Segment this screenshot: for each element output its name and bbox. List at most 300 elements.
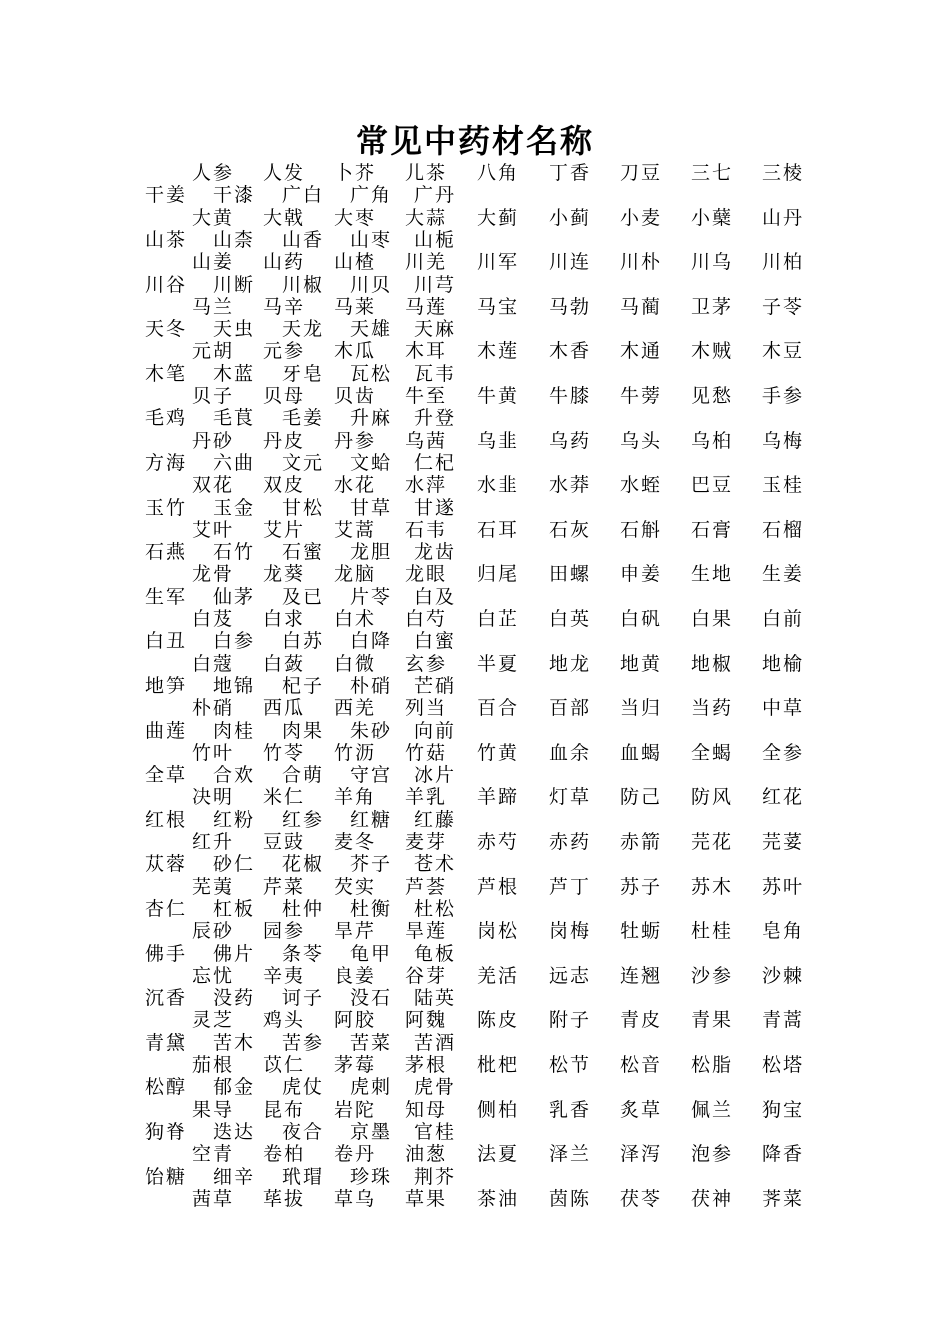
herb-row-continuation [0, 1165, 950, 1189]
herb-name: 小蘖 [691, 206, 734, 229]
herb-name: 生姜 [762, 563, 805, 586]
herb-name: 草果 [405, 1187, 448, 1210]
herb-name: 珍珠 [350, 1165, 393, 1188]
herb-name: 小蓟 [549, 206, 592, 229]
herb-name: 官桂 [414, 1120, 457, 1143]
herb-name: 陈皮 [477, 1009, 520, 1032]
herb-name: 麦冬 [334, 831, 377, 853]
herb-name: 玉桂 [762, 474, 805, 497]
herb-name: 川乌 [691, 251, 734, 274]
herb-name: 玉竹 [145, 496, 188, 519]
herb-name: 辛夷 [263, 964, 306, 987]
herb-row-indented [0, 518, 950, 542]
herb-name: 佛片 [213, 942, 256, 965]
herb-name: 山姜 [192, 251, 235, 274]
herb-name: 木香 [549, 340, 592, 363]
herb-name: 松脂 [691, 1054, 734, 1076]
herb-name: 牡蛎 [620, 920, 663, 943]
herb-name: 条苓 [282, 942, 325, 965]
herb-name: 地锦 [213, 674, 256, 697]
herb-name: 甘松 [282, 496, 325, 519]
herb-name: 荆芥 [414, 1165, 457, 1188]
herb-name: 升麻 [350, 407, 393, 430]
herb-name: 小麦 [620, 206, 663, 229]
herb-name: 石耳 [477, 518, 520, 541]
herb-row-indented [0, 652, 950, 676]
herb-name: 大戟 [263, 206, 306, 229]
herb-name: 冰片 [414, 764, 457, 787]
herb-row-continuation [0, 629, 950, 653]
herb-name: 血余 [549, 741, 592, 764]
herb-row-indented [0, 830, 950, 854]
herb-name: 白求 [263, 608, 306, 630]
herb-name: 元参 [263, 340, 306, 363]
herb-row-indented [0, 473, 950, 497]
herb-name: 百合 [477, 697, 520, 720]
herb-name: 红参 [282, 808, 325, 831]
herb-row-indented [0, 964, 950, 988]
herb-name: 朴硝 [350, 674, 393, 697]
herb-name: 夜合 [282, 1120, 325, 1143]
herb-name: 田螺 [549, 563, 592, 586]
herb-name: 茵陈 [549, 1187, 592, 1210]
herb-name: 芦荟 [405, 875, 448, 898]
herb-name: 苏子 [620, 875, 663, 898]
herb-name: 丁香 [549, 162, 592, 184]
herb-name: 泽泻 [620, 1143, 663, 1166]
herb-name: 松醇 [145, 1076, 188, 1099]
herb-row-continuation [0, 228, 950, 252]
herb-row-indented [0, 1008, 950, 1032]
herb-name: 砂仁 [213, 853, 256, 876]
herb-row-continuation [0, 1075, 950, 1099]
herb-name: 荜拔 [263, 1187, 306, 1210]
herb-name: 朱砂 [350, 719, 393, 742]
herb-name: 知母 [405, 1098, 448, 1121]
herb-name: 木莲 [477, 340, 520, 363]
herb-name: 竹苓 [263, 741, 306, 764]
herb-name: 泡参 [691, 1143, 734, 1166]
herb-name: 枇杷 [477, 1054, 520, 1076]
herb-name: 中草 [762, 697, 805, 720]
herb-name: 红根 [145, 808, 188, 831]
herb-name: 木贼 [691, 340, 734, 363]
herb-name: 白芷 [477, 608, 520, 630]
herb-name: 忘忧 [192, 964, 235, 987]
herb-name: 广白 [282, 184, 325, 207]
herb-name: 乌梅 [762, 429, 805, 452]
herb-name: 杜桂 [691, 920, 734, 943]
herb-name: 白丑 [145, 630, 188, 653]
herb-name: 松音 [620, 1054, 663, 1076]
herb-row-continuation [0, 897, 950, 921]
herb-name: 山栀 [414, 228, 457, 251]
herb-name: 川军 [477, 251, 520, 274]
herb-name: 人参 [192, 162, 235, 184]
herb-name: 巴豆 [691, 474, 734, 497]
herb-name: 芹菜 [263, 875, 306, 898]
herb-name: 青黛 [145, 1031, 188, 1054]
herb-name: 甘草 [350, 496, 393, 519]
herb-name: 卷丹 [334, 1143, 377, 1166]
herb-row-continuation [0, 719, 950, 743]
herb-name: 合萌 [282, 764, 325, 787]
herb-name: 干漆 [213, 184, 256, 207]
herb-name: 青果 [691, 1009, 734, 1032]
herb-name: 白苏 [282, 630, 325, 653]
herb-name: 佩兰 [691, 1098, 734, 1121]
herb-name: 方海 [145, 451, 188, 474]
herb-name: 饴糖 [145, 1165, 188, 1188]
herb-name: 玉金 [213, 496, 256, 519]
herb-name: 石榴 [762, 518, 805, 541]
herb-name: 三七 [691, 162, 734, 184]
herb-name: 石灰 [549, 518, 592, 541]
herb-name: 决明 [192, 786, 235, 809]
herb-row-continuation [0, 674, 950, 698]
herb-name: 地榆 [762, 652, 805, 675]
herb-name: 干姜 [145, 184, 188, 207]
herb-name: 诃子 [282, 987, 325, 1010]
herb-name: 白蔹 [263, 652, 306, 675]
herb-name: 全蝎 [691, 741, 734, 764]
herb-name: 石竹 [213, 541, 256, 564]
herb-name: 赤药 [549, 831, 592, 853]
herb-name: 人发 [263, 162, 306, 184]
herb-name: 天雄 [350, 318, 393, 341]
herb-name: 毛茛 [213, 407, 256, 430]
herb-name: 花椒 [282, 853, 325, 876]
herb-name: 牙皂 [282, 362, 325, 385]
herb-name: 郁金 [213, 1076, 256, 1099]
herb-name: 松节 [549, 1054, 592, 1076]
herb-name: 灵芝 [192, 1009, 235, 1032]
herb-name: 水韭 [477, 474, 520, 497]
herb-name: 沙参 [691, 964, 734, 987]
herb-name: 川椒 [282, 273, 325, 296]
herb-name: 羊乳 [405, 786, 448, 809]
herb-name: 石斛 [620, 518, 663, 541]
herb-name: 远志 [549, 964, 592, 987]
herb-name: 沙棘 [762, 964, 805, 987]
herb-name: 申姜 [620, 563, 663, 586]
herb-name: 地笋 [145, 674, 188, 697]
herb-name: 生军 [145, 585, 188, 608]
herb-name: 龙眼 [405, 563, 448, 586]
herb-name: 木豆 [762, 340, 805, 363]
herb-row-indented [0, 919, 950, 943]
herb-row-continuation [0, 942, 950, 966]
herb-name: 仙茅 [213, 585, 256, 608]
herb-name: 卷柏 [263, 1143, 306, 1166]
herb-name: 红花 [762, 786, 805, 809]
herb-name: 曲莲 [145, 719, 188, 742]
herb-name: 白芨 [192, 608, 235, 630]
herb-name: 卫茅 [691, 295, 734, 318]
herb-name: 朴硝 [192, 697, 235, 720]
herb-name: 肉桂 [213, 719, 256, 742]
herb-name: 文元 [282, 451, 325, 474]
herb-name: 文蛤 [350, 451, 393, 474]
herb-name: 红糖 [350, 808, 393, 831]
herb-name: 儿茶 [405, 162, 448, 184]
herb-name: 狗宝 [762, 1098, 805, 1121]
herb-name: 川谷 [145, 273, 188, 296]
herb-name: 龙齿 [414, 541, 457, 564]
herb-row-indented [0, 1053, 950, 1077]
herb-name: 白及 [414, 585, 457, 608]
herb-name: 西羌 [334, 697, 377, 720]
herb-name: 竹叶 [192, 741, 235, 764]
herb-name: 红藤 [414, 808, 457, 831]
herb-name: 川芎 [414, 273, 457, 296]
herb-name: 天麻 [414, 318, 457, 341]
herb-name: 苍术 [414, 853, 457, 876]
herb-name: 杜松 [414, 897, 457, 920]
herb-name: 沉香 [145, 987, 188, 1010]
herb-name: 昆布 [263, 1098, 306, 1121]
herb-name: 归尾 [477, 563, 520, 586]
herb-name: 全草 [145, 764, 188, 787]
herb-name: 水莽 [549, 474, 592, 497]
herb-name: 岗松 [477, 920, 520, 943]
herb-name: 白参 [213, 630, 256, 653]
herb-name: 阿胶 [334, 1009, 377, 1032]
herb-name: 见愁 [691, 385, 734, 407]
herb-name: 仁杞 [414, 451, 457, 474]
herb-name: 米仁 [263, 786, 306, 809]
herb-name: 杠板 [213, 897, 256, 920]
herb-name: 牛膝 [549, 385, 592, 407]
herb-name: 马莲 [405, 295, 448, 318]
herb-name: 石韦 [405, 518, 448, 541]
herb-name: 川贝 [350, 273, 393, 296]
herb-name: 升登 [414, 407, 457, 430]
herb-name: 皂角 [762, 920, 805, 943]
herb-name: 当药 [691, 697, 734, 720]
herb-name: 山香 [282, 228, 325, 251]
herb-name: 丹参 [334, 429, 377, 452]
herb-name: 石膏 [691, 518, 734, 541]
herb-name: 天冬 [145, 318, 188, 341]
herb-name: 赤箭 [620, 831, 663, 853]
herb-name: 百部 [549, 697, 592, 720]
herb-name: 麦芽 [405, 831, 448, 853]
herb-name: 空青 [192, 1143, 235, 1166]
herb-name: 杏仁 [145, 897, 188, 920]
herb-row-indented [0, 250, 950, 274]
herb-name: 半夏 [477, 652, 520, 675]
herb-name: 木蓝 [213, 362, 256, 385]
herb-name: 鸡头 [263, 1009, 306, 1032]
herb-name: 牛至 [405, 385, 448, 407]
herb-name: 良姜 [334, 964, 377, 987]
herb-name: 红粉 [213, 808, 256, 831]
herb-name: 六曲 [213, 451, 256, 474]
herb-name: 灯草 [549, 786, 592, 809]
herb-name: 白微 [334, 652, 377, 675]
herb-name: 没药 [213, 987, 256, 1010]
herb-name: 茅莓 [334, 1054, 377, 1076]
herb-name: 川羌 [405, 251, 448, 274]
herb-name: 马辛 [263, 295, 306, 318]
herb-name: 天龙 [282, 318, 325, 341]
herb-name: 龙脑 [334, 563, 377, 586]
herb-name: 连翘 [620, 964, 663, 987]
herb-name: 法夏 [477, 1143, 520, 1166]
herb-name: 手参 [762, 385, 805, 407]
herb-name: 草乌 [334, 1187, 377, 1210]
herb-name: 阿魏 [405, 1009, 448, 1032]
herb-name: 守宫 [350, 764, 393, 787]
herb-row-indented [0, 339, 950, 363]
herb-name: 艾叶 [192, 518, 235, 541]
herb-name: 全参 [762, 741, 805, 764]
herb-name: 京墨 [350, 1120, 393, 1143]
herb-name: 附子 [549, 1009, 592, 1032]
herb-name: 艾片 [263, 518, 306, 541]
herb-name: 片苓 [350, 585, 393, 608]
herb-name: 白矾 [620, 608, 663, 630]
herb-name: 旱芹 [334, 920, 377, 943]
herb-name: 川断 [213, 273, 256, 296]
herb-name: 羌活 [477, 964, 520, 987]
herb-name: 苏叶 [762, 875, 805, 898]
herb-name: 龟甲 [350, 942, 393, 965]
herb-name: 苏木 [691, 875, 734, 898]
herb-row-indented [0, 429, 950, 453]
herb-name: 苁蓉 [145, 853, 188, 876]
herb-row-indented [0, 696, 950, 720]
herb-row-continuation [0, 1120, 950, 1144]
herb-name: 防己 [620, 786, 663, 809]
herb-name: 竹沥 [334, 741, 377, 764]
herb-row-indented [0, 741, 950, 765]
herb-name: 血蝎 [620, 741, 663, 764]
herb-row-continuation [0, 362, 950, 386]
herb-name: 杞子 [282, 674, 325, 697]
herb-name: 向前 [414, 719, 457, 742]
herb-name: 瓦松 [350, 362, 393, 385]
herb-name: 毛姜 [282, 407, 325, 430]
herb-name: 合欢 [213, 764, 256, 787]
page-title: 常见中药材名称 [355, 122, 594, 160]
herb-name: 佛手 [145, 942, 188, 965]
herb-name: 双花 [192, 474, 235, 497]
herb-name: 茶油 [477, 1187, 520, 1210]
herb-name: 玳瑁 [282, 1165, 325, 1188]
herb-name: 列当 [405, 697, 448, 720]
herb-name: 地黄 [620, 652, 663, 675]
herb-name: 青皮 [620, 1009, 663, 1032]
herb-name: 石燕 [145, 541, 188, 564]
herb-name: 贝齿 [334, 385, 377, 407]
herb-name: 牛黄 [477, 385, 520, 407]
herb-name: 苦菜 [350, 1031, 393, 1054]
herb-name: 水花 [334, 474, 377, 497]
herb-row-continuation [0, 585, 950, 609]
herb-name: 羊蹄 [477, 786, 520, 809]
herb-name: 水萍 [405, 474, 448, 497]
herb-name: 芜荑 [192, 875, 235, 898]
herb-name: 大蓟 [477, 206, 520, 229]
herb-name: 防风 [691, 786, 734, 809]
herb-name: 水蛭 [620, 474, 663, 497]
herb-name: 丹皮 [263, 429, 306, 452]
herb-name: 龙骨 [192, 563, 235, 586]
herb-name: 芡实 [334, 875, 377, 898]
herb-name: 杜衡 [350, 897, 393, 920]
herb-row-continuation [0, 451, 950, 475]
herb-row-continuation [0, 852, 950, 876]
herb-name: 芦丁 [549, 875, 592, 898]
herb-name: 木通 [620, 340, 663, 363]
herb-name: 芦根 [477, 875, 520, 898]
herb-name: 乌桕 [691, 429, 734, 452]
herb-name: 玄参 [405, 652, 448, 675]
herb-name: 虎刺 [350, 1076, 393, 1099]
herb-row-indented [0, 384, 950, 408]
herb-name: 木笔 [145, 362, 188, 385]
herb-row-indented [0, 1187, 950, 1211]
herb-name: 芒硝 [414, 674, 457, 697]
herb-name: 西瓜 [263, 697, 306, 720]
herb-name: 丹砂 [192, 429, 235, 452]
herb-name: 马莱 [334, 295, 377, 318]
herb-name: 陆英 [414, 987, 457, 1010]
herb-name: 牛蒡 [620, 385, 663, 407]
herb-name: 荠菜 [762, 1187, 805, 1210]
herb-name: 马宝 [477, 295, 520, 318]
herb-name: 贝母 [263, 385, 306, 407]
herb-name: 三棱 [762, 162, 805, 184]
herb-name: 山丹 [762, 206, 805, 229]
herb-name: 芥子 [350, 853, 393, 876]
herb-name: 赤芍 [477, 831, 520, 853]
herb-name: 松塔 [762, 1054, 805, 1076]
herb-name: 乌头 [620, 429, 663, 452]
herb-name: 侧柏 [477, 1098, 520, 1121]
herb-name: 刀豆 [620, 162, 663, 184]
herb-name: 川柏 [762, 251, 805, 274]
herb-name: 木瓜 [334, 340, 377, 363]
herb-name: 苦酒 [414, 1031, 457, 1054]
herb-name: 山柰 [213, 228, 256, 251]
herb-row-indented [0, 562, 950, 586]
herb-name: 卜芥 [334, 162, 377, 184]
herb-name: 白蜜 [414, 630, 457, 653]
herb-name: 子苓 [762, 295, 805, 318]
herb-name: 地椒 [691, 652, 734, 675]
herb-name: 园参 [263, 920, 306, 943]
herb-name: 贝子 [192, 385, 235, 407]
herb-row-continuation [0, 986, 950, 1010]
herb-name: 大枣 [334, 206, 377, 229]
herb-name: 广角 [350, 184, 393, 207]
herb-row-indented [0, 295, 950, 319]
herb-name: 瓦韦 [414, 362, 457, 385]
herb-name: 地龙 [549, 652, 592, 675]
herb-row-indented [0, 206, 950, 230]
herb-row-continuation [0, 808, 950, 832]
herb-row-indented [0, 785, 950, 809]
herb-name: 白降 [350, 630, 393, 653]
herb-name: 虎仗 [282, 1076, 325, 1099]
herb-name: 马蔺 [620, 295, 663, 318]
herb-name: 龟板 [414, 942, 457, 965]
herb-name: 山药 [263, 251, 306, 274]
herb-name: 白术 [334, 608, 377, 630]
